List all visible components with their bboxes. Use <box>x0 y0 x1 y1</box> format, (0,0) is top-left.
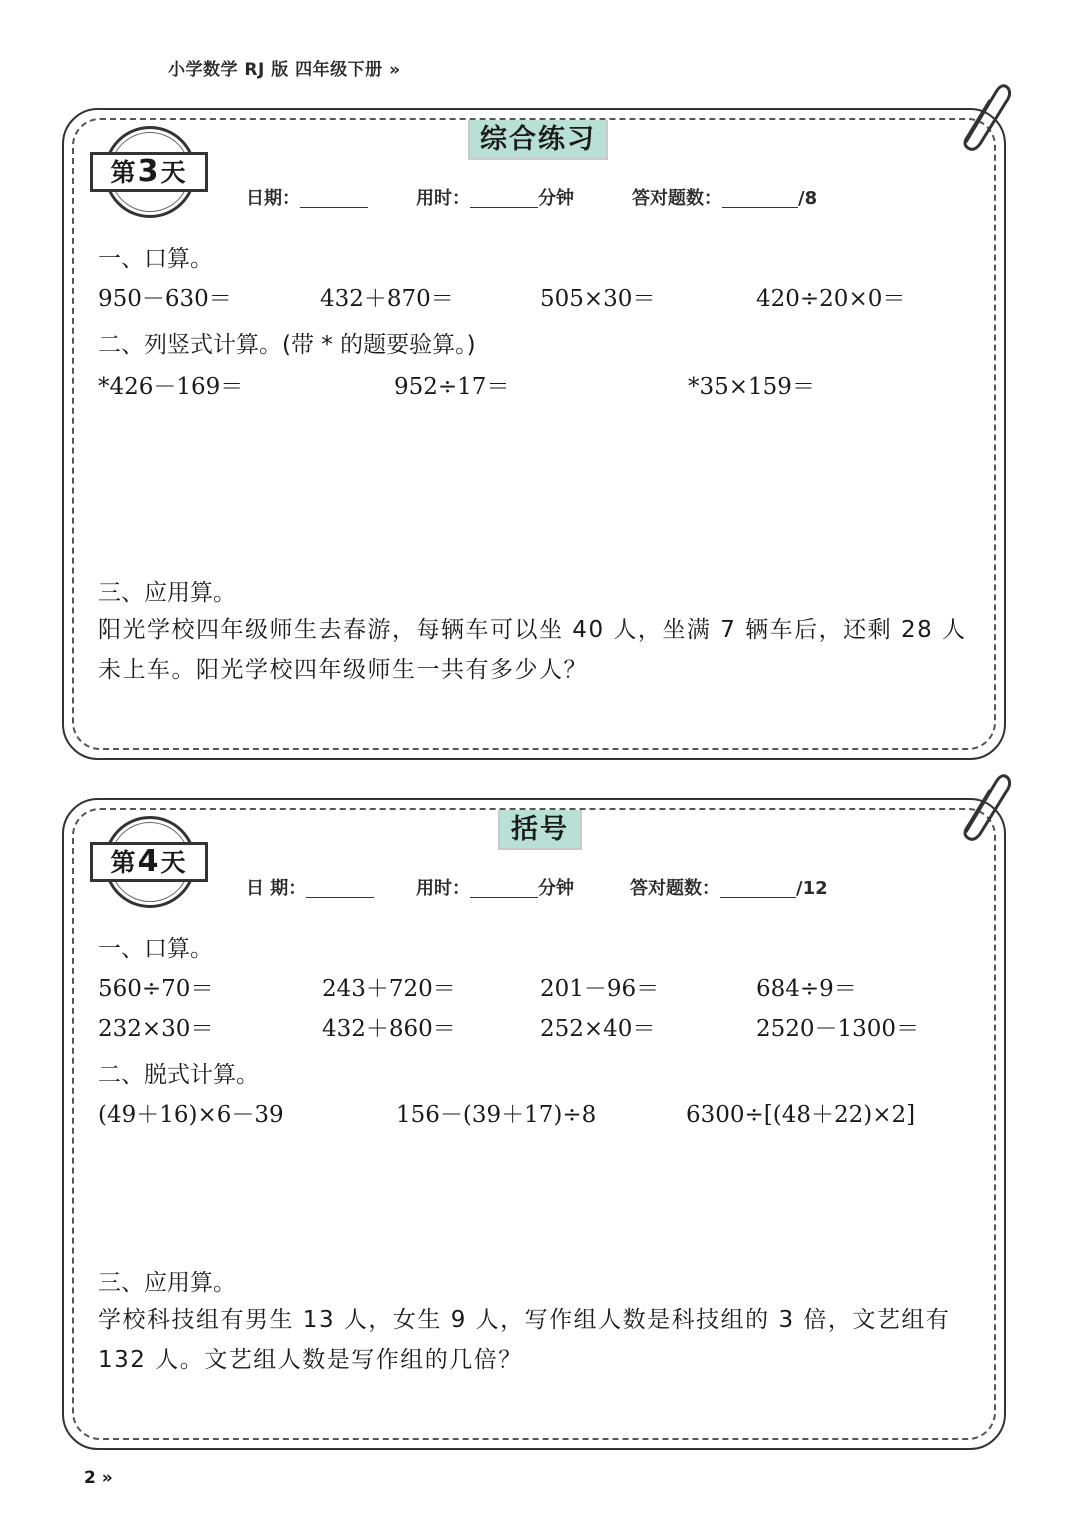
day4-topic-tab: 括号 <box>498 810 582 850</box>
problem-line: 未上车。阳光学校四年级师生一共有多少人？ <box>98 657 588 683</box>
day4-step-item: (49＋16)×6－39 <box>98 1102 284 1128</box>
badge-num: 4 <box>137 844 161 879</box>
date-blank[interactable] <box>300 187 368 208</box>
day4-badge <box>90 816 212 916</box>
day4-oral-item: 684÷9＝ <box>756 976 857 1002</box>
day3-section2-title: 二、列竖式计算。(带 * 的题要验算。) <box>98 332 476 358</box>
day3-section3-title: 三、应用算。 <box>98 580 236 606</box>
day4-oral-item: 243＋720＝ <box>322 976 456 1002</box>
day3-oral-item: 432＋870＝ <box>320 286 454 312</box>
day4-section1-title: 一、口算。 <box>98 936 213 962</box>
badge-suffix: 天 <box>160 158 188 187</box>
score-label: 答对题数： <box>632 188 722 209</box>
day3-oral-item: 420÷20×0＝ <box>756 286 906 312</box>
paperclip-icon <box>952 80 1012 154</box>
day4-oral-item: 201－96＝ <box>540 976 660 1002</box>
badge-prefix: 第 <box>110 158 138 187</box>
score-blank[interactable] <box>720 877 796 898</box>
book-header: 小学数学 RJ 版 四年级下册 » <box>168 60 401 80</box>
day3-topic-tab: 综合练习 <box>468 120 608 160</box>
date-field <box>246 184 368 210</box>
day3-badge <box>90 126 212 226</box>
day3-vertical-item: 952÷17＝ <box>394 374 510 400</box>
date-blank[interactable] <box>306 877 374 898</box>
date-label: 日期： <box>246 188 300 209</box>
day3-vertical-item: *426－169＝ <box>98 374 244 400</box>
score-field <box>632 184 817 210</box>
problem-line: 学校科技组有男生 13 人，女生 9 人，写作组人数是科技组的 3 倍，文艺组有 <box>98 1307 951 1333</box>
day4-oral-item: 560÷70＝ <box>98 976 214 1002</box>
day3-vertical-item: *35×159＝ <box>688 374 815 400</box>
day4-section2-title: 二、脱式计算。 <box>98 1062 259 1088</box>
day3-oral-item: 950－630＝ <box>98 286 232 312</box>
score-label: 答对题数： <box>630 878 720 899</box>
time-blank[interactable] <box>470 877 538 898</box>
day3-section1-title: 一、口算。 <box>98 246 213 272</box>
day3-oral-item: 505×30＝ <box>540 286 656 312</box>
date-label: 日 期： <box>246 878 307 899</box>
page-number: 2 » <box>84 1468 113 1488</box>
date-field <box>246 874 374 900</box>
score-blank[interactable] <box>722 187 798 208</box>
day4-oral-item: 232×30＝ <box>98 1016 214 1042</box>
paperclip-icon <box>952 770 1012 844</box>
day4-oral-item: 432＋860＝ <box>322 1016 456 1042</box>
time-unit: 分钟 <box>538 188 574 209</box>
day3-word-problem <box>98 610 978 690</box>
badge-suffix: 天 <box>160 848 188 877</box>
day4-step-item: 156－(39＋17)÷8 <box>396 1102 597 1128</box>
problem-line: 阳光学校四年级师生去春游，每辆车可以坐 40 人，坐满 7 辆车后，还剩 28 人 <box>98 617 967 643</box>
day4-section3-title: 三、应用算。 <box>98 1270 236 1296</box>
score-field <box>630 874 828 900</box>
day4-oral-item: 252×40＝ <box>540 1016 656 1042</box>
badge-num: 3 <box>137 154 161 189</box>
time-label: 用时： <box>416 878 470 899</box>
time-unit: 分钟 <box>538 878 574 899</box>
day4-word-problem <box>98 1300 978 1380</box>
time-field <box>416 874 574 900</box>
score-total: /12 <box>796 878 828 899</box>
day4-step-item: 6300÷[(48＋22)×2] <box>686 1102 916 1128</box>
day4-badge-label <box>90 842 208 882</box>
day4-oral-item: 2520－1300＝ <box>756 1016 920 1042</box>
score-total: /8 <box>798 188 818 209</box>
day4-card <box>62 798 1006 1450</box>
badge-prefix: 第 <box>110 848 138 877</box>
time-blank[interactable] <box>470 187 538 208</box>
time-label: 用时： <box>416 188 470 209</box>
day3-badge-label <box>90 152 208 192</box>
problem-line: 132 人。文艺组人数是写作组的几倍？ <box>98 1347 523 1373</box>
day3-card <box>62 108 1006 760</box>
time-field <box>416 184 574 210</box>
